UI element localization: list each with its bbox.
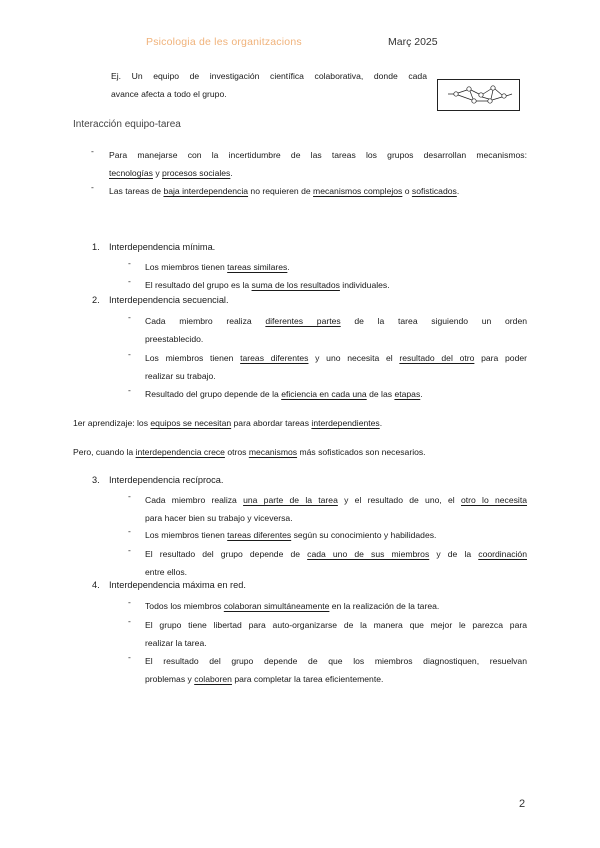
section-title: Interacción equipo-tarea [73, 119, 181, 130]
intro-bullet-1-line-1: Para manejarse con la incertidumbre de las tareas los grupos desarrollan mecanismos: [109, 150, 527, 160]
sub-bullet: Cada miembro realiza diferentes partes de la tarea siguiendo un orden [145, 316, 527, 326]
header-course: Psicologia de les organitzacions [146, 36, 302, 48]
intro-bullet-1-line-2: tecnologías y procesos sociales. [109, 168, 233, 178]
intro-bullet-2: Las tareas de baja interdependencia no requieren de mecanismos complejos o sofisticados. [109, 186, 460, 196]
sub-bullet: Los miembros tienen tareas similares. [145, 262, 290, 272]
bullet-dash: - [91, 182, 94, 192]
sub-bullet: El resultado del grupo es la suma de los resultados individuales. [145, 280, 390, 290]
bullet-dash: - [128, 312, 131, 322]
bullet-dash: - [128, 616, 131, 626]
sub-bullet-continuation: realizar la tarea. [145, 638, 207, 648]
sub-bullet-continuation: problemas y colaboren para completar la tarea eficientemente. [145, 674, 384, 684]
header-date: Març 2025 [388, 36, 438, 48]
sub-bullet: Los miembros tienen tareas diferentes y uno necesita el resultado del otro para poder [145, 353, 527, 363]
list-number: 2. [92, 295, 100, 305]
sub-bullet-continuation: realizar su trabajo. [145, 371, 216, 381]
network-diagram [437, 79, 520, 111]
learning-paragraph-2: Pero, cuando la interdependencia crece otros mecanismos más sofisticados son necesarios. [73, 447, 426, 457]
bullet-dash: - [91, 146, 94, 156]
sub-bullet-continuation: preestablecido. [145, 334, 204, 344]
bullet-dash: - [128, 652, 131, 662]
list-item-title: Interdependencia mínima. [109, 242, 216, 252]
sub-bullet-continuation: para hacer bien su trabajo y viceversa. [145, 513, 293, 523]
page-number: 2 [519, 798, 526, 810]
network-diagram-icon [438, 80, 519, 110]
bullet-dash: - [128, 276, 131, 286]
sub-bullet-continuation: entre ellos. [145, 567, 188, 577]
bullet-dash: - [128, 258, 131, 268]
list-number: 4. [92, 580, 100, 590]
bullet-dash: - [128, 526, 131, 536]
list-item-title: Interdependencia secuencial. [109, 295, 229, 305]
sub-bullet: El resultado del grupo depende de que los miembros diagnostiquen, resuelvan [145, 656, 527, 666]
sub-bullet: Los miembros tienen tareas diferentes según su conocimiento y habilidades. [145, 530, 437, 540]
sub-bullet: El grupo tiene libertad para auto-organizarse de la manera que mejor le parezca para [145, 620, 527, 630]
bullet-dash: - [128, 597, 131, 607]
learning-paragraph-1: 1er aprendizaje: los equipos se necesitan para abordar tareas interdependientes. [73, 418, 383, 428]
list-item-title: Interdependencia recíproca. [109, 475, 224, 485]
example-line-2: avance afecta a todo el grupo. [111, 89, 227, 99]
sub-bullet: Resultado del grupo depende de la eficiencia en cada una de las etapas. [145, 389, 423, 399]
list-number: 1. [92, 242, 100, 252]
bullet-dash: - [128, 349, 131, 359]
list-number: 3. [92, 475, 100, 485]
sub-bullet: El resultado del grupo depende de cada uno de sus miembros y de la coordinación [145, 549, 527, 559]
example-line-1: Ej. Un equipo de investigación científica colaborativa, donde cada [111, 71, 427, 81]
bullet-dash: - [128, 491, 131, 501]
bullet-dash: - [128, 385, 131, 395]
bullet-dash: - [128, 545, 131, 555]
sub-bullet: Todos los miembros colaboran simultáneamente en la realización de la tarea. [145, 601, 440, 611]
sub-bullet: Cada miembro realiza una parte de la tarea y el resultado de uno, el otro lo necesita [145, 495, 528, 505]
list-item-title: Interdependencia máxima en red. [109, 580, 246, 590]
